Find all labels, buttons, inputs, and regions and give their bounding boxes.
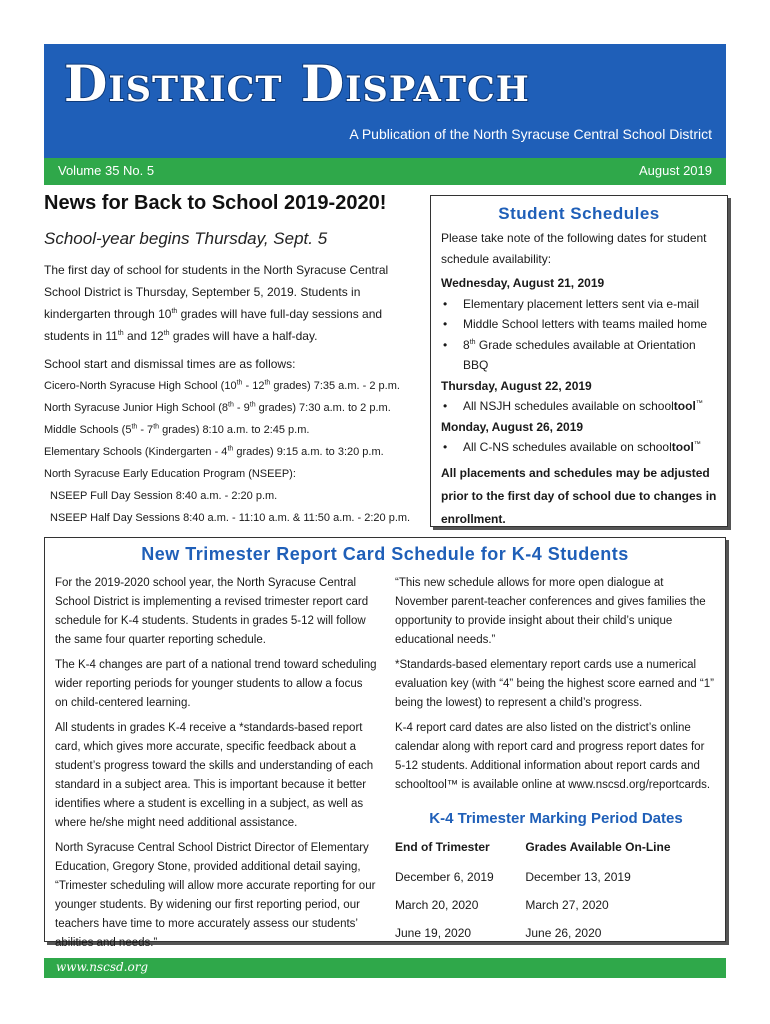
trimester-paragraph: K-4 report card dates are also listed on the district’s online calendar along with report card and progress report dates for 5-12 students. Additional information about report cards and schooltool™ is available online at www.nscsd.org/reportcards.	[395, 722, 711, 791]
date-aug-22: Thursday, August 22, 2019	[441, 378, 592, 393]
schedule-line-junior-high: North Syracuse Junior High School (8th - 9th grades) 7:30 a.m. to 2 p.m.	[44, 401, 391, 414]
schedule-line-elementary: Elementary Schools (Kindergarten - 4th grades) 9:15 a.m. to 3:20 p.m.	[44, 445, 384, 458]
list-item: • 8th Grade schedules available at Orientation BBQ	[441, 335, 717, 376]
trimester-paragraph: The K-4 changes are part of a national trend toward scheduling wider reporting periods for younger students to allow a focus on child-centered learning.	[55, 659, 377, 709]
schedules-intro: Please take note of the following dates for student schedule availability:	[441, 231, 707, 266]
article-subhead: School-year begins Thursday, Sept. 5	[44, 229, 328, 248]
marking-period-dates-title: K-4 Trimester Marking Period Dates	[429, 810, 683, 827]
times-intro: School start and dismissal times are as follows:	[44, 357, 296, 371]
student-schedules-box	[430, 195, 728, 527]
trimester-title: New Trimester Report Card Schedule for K-4 Students	[141, 544, 629, 564]
schedule-line-nseep: North Syracuse Early Education Program (NSEEP):	[44, 468, 296, 480]
table-row: December 6, 2019 December 13, 2019	[395, 870, 631, 884]
masthead-info-bar	[44, 158, 726, 185]
volume-number: Volume 35 No. 5	[58, 163, 155, 178]
column-header-end-of-trimester: End of Trimester	[395, 840, 490, 854]
trimester-paragraph: *Standards-based elementary report cards use a numerical evaluation key (with “4” being the highest score earned and “1” being the lowest) to represent a child’s progress.	[395, 659, 714, 709]
schedule-line-nseep-half: NSEEP Half Day Sessions 8:40 a.m. - 11:10 a.m. & 11:50 a.m. - 2:20 p.m.	[50, 512, 411, 524]
list-item: • All NSJH schedules available on schooltool™	[441, 396, 717, 417]
list-item: • Elementary placement letters sent via e-mail	[441, 294, 717, 315]
date-aug-21: Wednesday, August 21, 2019	[441, 276, 605, 290]
trimester-right-column	[395, 574, 717, 949]
trimester-paragraph: All students in grades K-4 receive a *standards-based report card, which gives more accurate, specific feedback about a student’s progress toward the skills and understanding of each standard in a subject area. This is important because it better identifies where a student is excelling in a subject, as well as where he/she might need additional assistance.	[55, 722, 374, 829]
article-title: News for Back to School 2019-2020!	[44, 192, 387, 214]
newsletter-title: District Dispatch	[64, 54, 530, 113]
marking-period-table	[395, 836, 717, 949]
list-item: • Middle School letters with teams mailed home	[441, 314, 717, 335]
trimester-report-card-box	[44, 537, 726, 949]
trimester-left-column	[55, 574, 377, 959]
trimester-paragraph: North Syracuse Central School District Director of Elementary Education, Gregory Stone, provided additional detail saying, “Trimester scheduling will allow more accurate reporting for our younger students. By widening our first reporting period, our teachers have time to more accurately assess our students’ abilities and needs.”	[55, 842, 376, 949]
table-row: March 20, 2020 March 27, 2020	[395, 898, 609, 912]
table-row: June 19, 2020 June 26, 2020	[395, 926, 602, 940]
issue-date: August 2019	[638, 163, 712, 178]
masthead	[44, 44, 726, 185]
column-header-grades-online: Grades Available On-Line	[525, 840, 671, 854]
schedule-line-high-school: Cicero-North Syracuse High School (10th - 12th grades) 7:35 a.m. - 2 p.m.	[44, 379, 400, 392]
back-to-school-article	[44, 192, 424, 529]
date-aug-26: Monday, August 26, 2019	[441, 419, 584, 434]
schedule-line-nseep-full: NSEEP Full Day Session 8:40 a.m. - 2:20 p.m.	[50, 490, 278, 502]
list-item: • All C-NS schedules available on schooltool™	[441, 437, 717, 458]
publication-subtitle: A Publication of the North Syracuse Central School District	[349, 126, 712, 142]
student-schedules-title: Student Schedules	[498, 204, 660, 223]
website-link[interactable]: www.nscsd.org	[56, 960, 149, 974]
trimester-paragraph: For the 2019-2020 school year, the North Syracuse Central School District is implementing a revised trimester report card schedule for K-4 students. Students in grades 5-12 will follow the same four quarter reporting schedule.	[55, 577, 369, 646]
trimester-paragraph: “This new schedule allows for more open dialogue at November parent-teacher conferences and gives families the opportunity to provide insight about their child’s unique educational needs.”	[395, 577, 706, 646]
first-day-paragraph: The first day of school for students in the North Syracuse Central School District is Thursday, September 5, 2019. Students in kindergarten through 10th grades will have full-day sessions and students in 11th and 12th grades will have a half-day.	[44, 263, 389, 343]
schedule-line-middle-schools: Middle Schools (5th - 7th grades) 8:10 a.m. to 2:45 p.m.	[44, 423, 310, 436]
footer-bar	[44, 958, 726, 978]
adjustment-note: All placements and schedules may be adjusted prior to the first day of school due to changes in enrollment.	[441, 465, 717, 526]
